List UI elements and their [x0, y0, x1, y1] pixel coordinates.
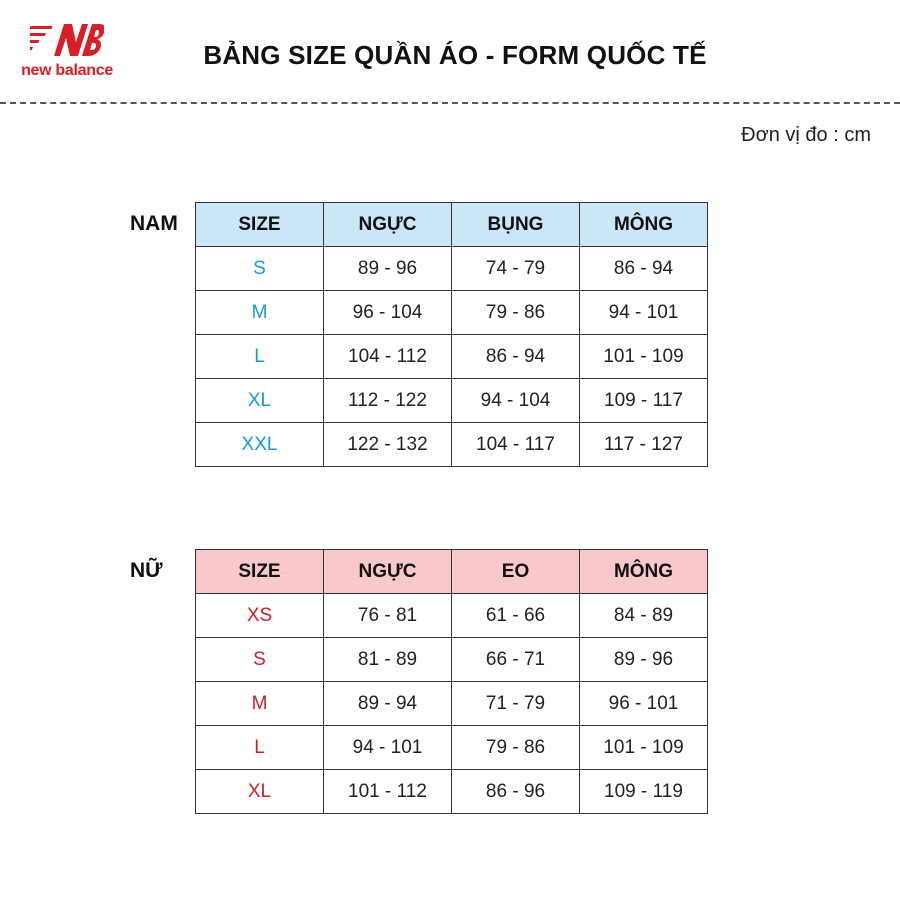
table-row [196, 291, 708, 335]
hip-cell: 94 - 101 [580, 291, 708, 335]
waist-cell: 66 - 71 [452, 638, 580, 682]
size-cell: L [196, 335, 324, 379]
hip-cell: 117 - 127 [580, 423, 708, 467]
chest-cell: 104 - 112 [324, 335, 452, 379]
chest-cell: 122 - 132 [324, 423, 452, 467]
table-row [196, 770, 708, 814]
hip-cell: 109 - 117 [580, 379, 708, 423]
dashed-divider [0, 102, 900, 104]
belly-cell: 86 - 94 [452, 335, 580, 379]
chest-cell: 89 - 96 [324, 247, 452, 291]
brand-name: new balance [21, 62, 113, 79]
table-row [196, 594, 708, 638]
chest-cell: 81 - 89 [324, 638, 452, 682]
size-cell: M [196, 291, 324, 335]
table-header-row [196, 203, 708, 247]
size-cell: S [196, 247, 324, 291]
hip-cell: 89 - 96 [580, 638, 708, 682]
header-size: SIZE [196, 203, 324, 247]
table-row [196, 682, 708, 726]
men-section-label: NAM [130, 212, 178, 235]
belly-cell: 79 - 86 [452, 291, 580, 335]
waist-cell: 71 - 79 [452, 682, 580, 726]
waist-cell: 61 - 66 [452, 594, 580, 638]
belly-cell: 74 - 79 [452, 247, 580, 291]
hip-cell: 86 - 94 [580, 247, 708, 291]
header-chest: NGỰC [324, 203, 452, 247]
table-row [196, 379, 708, 423]
header-hip: MÔNG [580, 550, 708, 594]
belly-cell: 104 - 117 [452, 423, 580, 467]
chest-cell: 89 - 94 [324, 682, 452, 726]
belly-cell: 94 - 104 [452, 379, 580, 423]
table-row [196, 638, 708, 682]
hip-cell: 109 - 119 [580, 770, 708, 814]
unit-note: Đơn vị đo : cm [741, 124, 871, 146]
chest-cell: 96 - 104 [324, 291, 452, 335]
header-hip: MÔNG [580, 203, 708, 247]
size-cell: L [196, 726, 324, 770]
chest-cell: 94 - 101 [324, 726, 452, 770]
hip-cell: 101 - 109 [580, 335, 708, 379]
header-waist: EO [452, 550, 580, 594]
size-cell: XXL [196, 423, 324, 467]
header-belly: BỤNG [452, 203, 580, 247]
chest-cell: 112 - 122 [324, 379, 452, 423]
page-title: BẢNG SIZE QUẦN ÁO - FORM QUỐC TẾ [203, 40, 707, 70]
chest-cell: 101 - 112 [324, 770, 452, 814]
size-cell: XL [196, 770, 324, 814]
size-cell: M [196, 682, 324, 726]
waist-cell: 86 - 96 [452, 770, 580, 814]
size-cell: XL [196, 379, 324, 423]
size-cell: XS [196, 594, 324, 638]
hip-cell: 96 - 101 [580, 682, 708, 726]
size-cell: S [196, 638, 324, 682]
header-size: SIZE [196, 550, 324, 594]
chest-cell: 76 - 81 [324, 594, 452, 638]
waist-cell: 79 - 86 [452, 726, 580, 770]
table-row [196, 423, 708, 467]
women-section-label: NỮ [130, 559, 163, 582]
hip-cell: 84 - 89 [580, 594, 708, 638]
men-size-table [195, 202, 708, 467]
hip-cell: 101 - 109 [580, 726, 708, 770]
header-chest: NGỰC [324, 550, 452, 594]
table-header-row [196, 550, 708, 594]
table-row [196, 726, 708, 770]
table-row [196, 247, 708, 291]
women-size-table [195, 549, 708, 814]
table-row [196, 335, 708, 379]
